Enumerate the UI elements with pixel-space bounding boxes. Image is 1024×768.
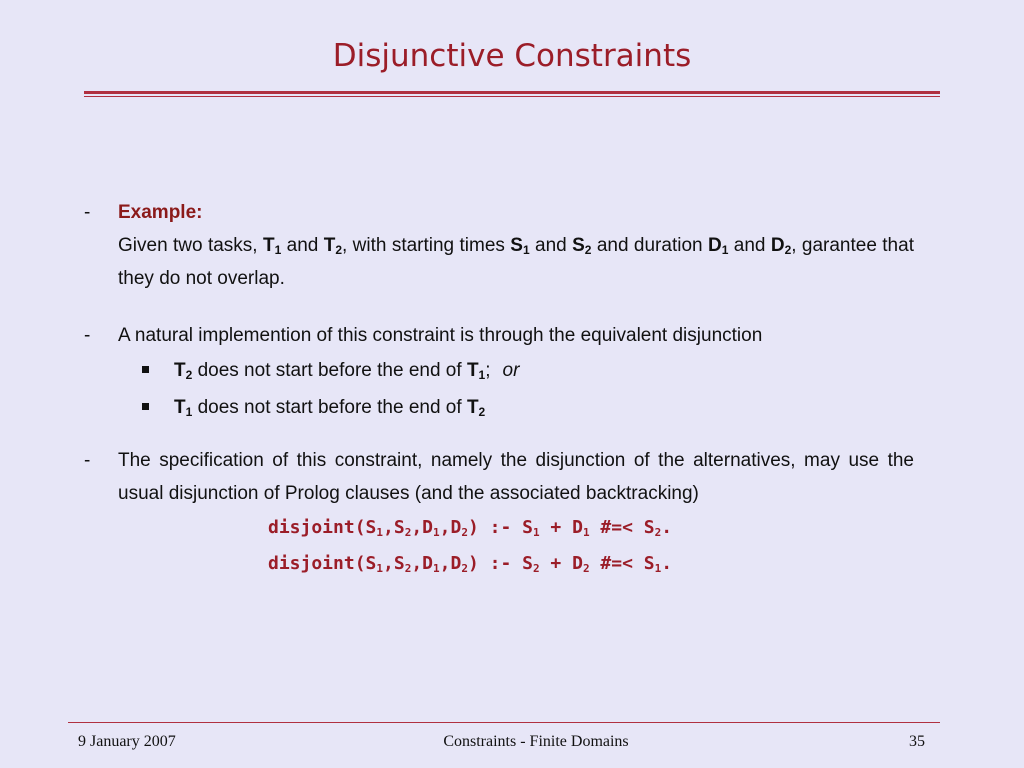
bullet-dash: - bbox=[84, 325, 91, 346]
sub-bullet-t1-after-t2: $T_1$ does not start before the end of $T_2$ bbox=[84, 389, 914, 426]
slide-content bbox=[84, 196, 914, 582]
title-divider bbox=[84, 91, 940, 94]
title-divider-thin bbox=[84, 96, 940, 97]
square-bullet-icon bbox=[142, 366, 149, 373]
footer-course: Constraints - Finite Domains bbox=[443, 733, 629, 750]
or-keyword: or bbox=[502, 360, 520, 381]
natural-implementation-bullet bbox=[84, 319, 914, 352]
natural-implementation-text: A natural implemention of this constraint is through the equivalent disjunction bbox=[118, 325, 763, 346]
example-text: Given two tasks, $T_1$ and $T_2$, with starting times $S_1$ and $S_2$ and duration $D_1$ and $D_2$, garantee that they do not overlap. bbox=[118, 235, 914, 289]
bullet-dash: - bbox=[84, 450, 91, 471]
code-clause-1: $disjoint(S_1,S_2,D_1,D_2)$ :- $S_1 + D_1$ #=< $S_2$. bbox=[268, 517, 673, 539]
sub-bullet-t2-after-t1: $T_2$ does not start before the end of $T_1$; or bbox=[84, 352, 914, 389]
specification-text: The specification of this constraint, namely the disjunction of the alternatives, may use the usual disjunction of Prolog clauses (and the associated backtracking) bbox=[118, 450, 914, 504]
square-bullet-icon bbox=[142, 403, 149, 410]
code-clause-2: $disjoint(S_1,S_2,D_1,D_2)$ :- $S_2 + D_2$ #=< $S_1$. bbox=[268, 553, 673, 575]
footer-page-number: 35 bbox=[909, 733, 925, 750]
example-label: Example: bbox=[118, 202, 203, 223]
bullet-dash: - bbox=[84, 202, 91, 223]
footer-divider bbox=[68, 722, 940, 723]
specification-bullet bbox=[84, 444, 914, 510]
footer-date: 9 January 2007 bbox=[78, 733, 176, 750]
slide-title: Disjunctive Constraints bbox=[332, 38, 692, 74]
example-bullet bbox=[84, 196, 914, 295]
